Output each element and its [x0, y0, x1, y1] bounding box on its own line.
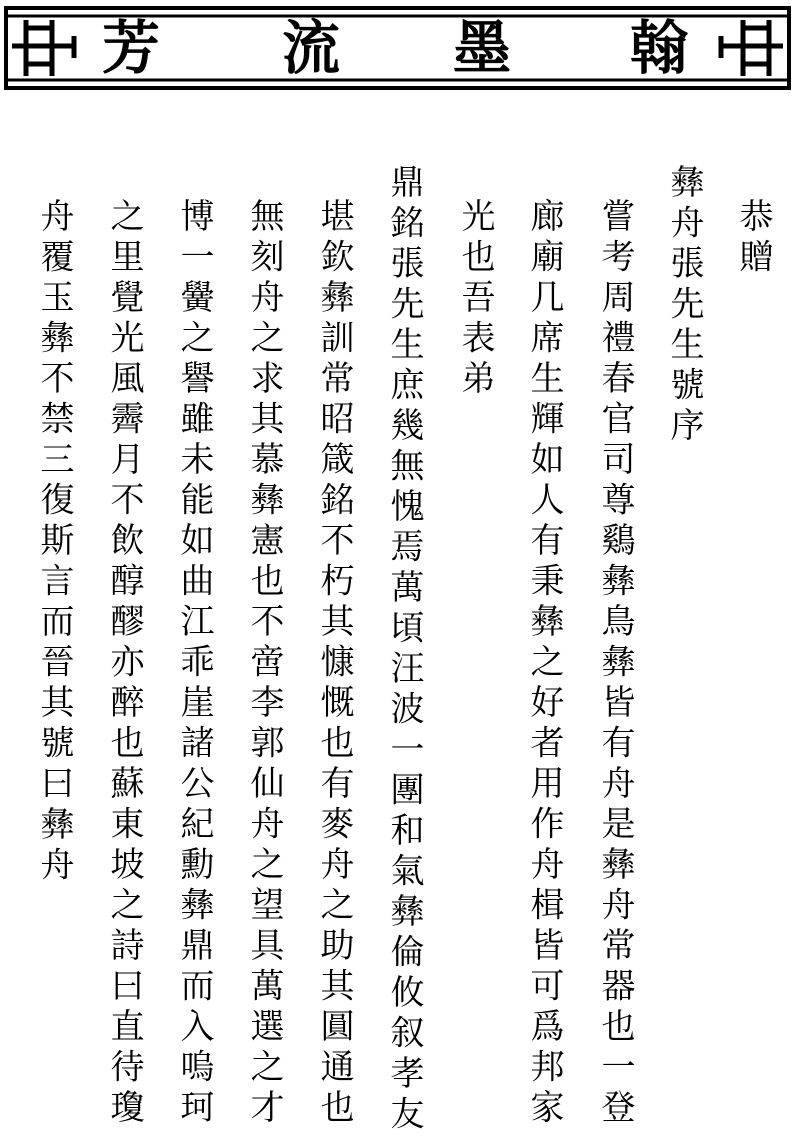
text-column: 堪欽彝訓常昭箴銘不朽其慷慨也有麥舟之助其圓通也: [314, 198, 354, 1130]
title-char-liu: 流: [281, 14, 340, 82]
signature-name: 彝舟: [34, 806, 74, 887]
text-column: 光也吾表弟: [455, 198, 495, 401]
text-column: 之里覺光風霽月不飲醇醪亦醉也蘇東坡之詩曰直待瓊: [104, 198, 144, 1130]
text-column: 彝舟張先生號序: [664, 164, 704, 448]
text-column: 鼎銘張先生庶幾無愧焉萬頃汪波一團和氣彝倫攸叙孝友: [384, 164, 424, 1136]
text-column: 無刻舟之求其慕彝憲也不啻李郭仙舟之望具萬選之才: [244, 198, 284, 1130]
title-char-mo: 墨: [452, 14, 511, 82]
title-char-han: 翰: [629, 14, 688, 82]
text-column: 舟覆玉彝不禁三復斯言而晉其號曰: [34, 198, 74, 806]
text-column: 廊廟几席生輝如人有秉彝之好者用作舟楫皆可爲邦家: [524, 198, 564, 1130]
text-column: 博一黌之譽雖未能如曲江乖崖諸公紀勳彝鼎而入嗚珂: [174, 198, 214, 1130]
text-column: 嘗考周禮春官司尊鷄彝鳥彝皆有舟是彝舟常器也一登: [595, 198, 635, 1130]
title-char-fang: 芳: [101, 14, 160, 82]
text-column: 恭贈: [733, 198, 773, 279]
